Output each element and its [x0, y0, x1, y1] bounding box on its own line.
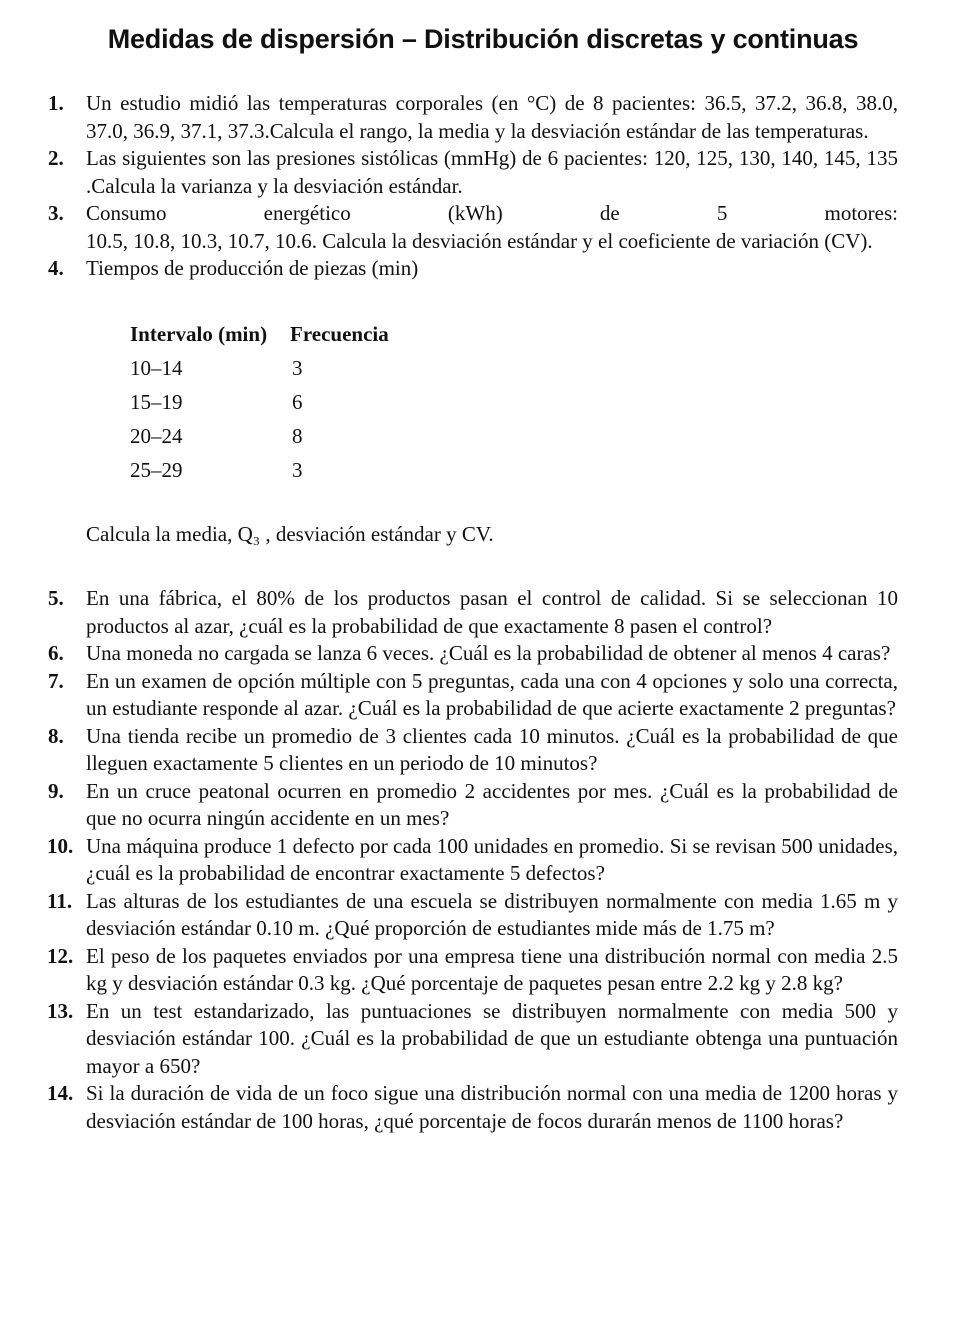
problem-text: Una moneda no cargada se lanza 6 veces. ¿Cuál es la probabilidad de obtener al menos 4 caras? [86, 641, 891, 665]
problem-item [0, 90, 966, 145]
table-cell-interval: 25–29 [130, 457, 183, 482]
problem-text: Una tienda recibe un promedio de 3 clientes cada 10 minutos. ¿Cuál es la probabilidad de que lleguen exactamente 5 clientes en un periodo de 10 minutos? [86, 723, 898, 775]
table-header-frequency: Frecuencia [290, 321, 389, 346]
table-header [130, 317, 966, 351]
frequency-table [130, 317, 966, 487]
problem-item [0, 640, 966, 668]
problem-text: Una máquina produce 1 defecto por cada 100 unidades en promedio. Si se revisan 500 unidades, ¿cuál es la probabilidad de encontrar exactamente 5 defectos? [86, 833, 898, 885]
problem-text: En un examen de opción múltiple con 5 preguntas, cada una con 4 opciones y solo una correcta, un estudiante responde al azar. ¿Cuál es la probabilidad de que acierte exactamente 2 preguntas? [86, 668, 898, 720]
table-row [130, 419, 966, 453]
problem-item [0, 200, 966, 255]
problem-number: 11. [47, 888, 73, 913]
problem-text: En un cruce peatonal ocurren en promedio 2 accidentes por mes. ¿Cuál es la probabilidad de que no ocurra ningún accidente en un mes? [86, 778, 898, 830]
problem-item [0, 778, 966, 833]
problem-number: 13. [47, 998, 74, 1023]
problem-item [0, 723, 966, 778]
problem-item [0, 255, 966, 283]
table-header-interval: Intervalo (min) [130, 321, 268, 346]
problem-number: 3. [48, 201, 64, 225]
table-cell-frequency: 3 [292, 457, 303, 482]
table-cell-frequency: 3 [292, 355, 303, 380]
problem-text: En un test estandarizado, las puntuaciones se distribuyen normalmente con media 500 y desviación estándar 100. ¿Cuál es la probabilidad de que un estudiante obtenga una puntuación mayor a 650? [86, 998, 898, 1078]
problem-text: Si la duración de vida de un foco sigue una distribución normal con una media de 1200 horas y desviación estándar de 100 horas, ¿qué porcentaje de focos durarán menos de 1100 horas? [86, 1081, 898, 1133]
page-title: Medidas de dispersión – Distribución discretas y continuas [107, 24, 859, 54]
problem-item [0, 668, 966, 723]
calc-instruction: Calcula la media, Q₃ , desviación estándar y CV. [86, 521, 494, 546]
problem-number: 4. [48, 256, 64, 280]
problem-item [0, 1080, 966, 1135]
problem-text: El peso de los paquetes enviados por una empresa tiene una distribución normal con media 2.5 kg y desviación estándar 0.3 kg. ¿Qué porcentaje de paquetes pesan entre 2.2 kg y 2.8 kg? [86, 943, 898, 995]
table-row [130, 385, 966, 419]
problem-text-first-line: Consumo energético (kWh) de 5 motores: [86, 201, 898, 225]
table-cell-frequency: 6 [292, 389, 303, 414]
problem-item [0, 888, 966, 943]
problem-number: 10. [47, 833, 74, 858]
problem-number: 9. [48, 778, 64, 803]
problem-text: Un estudio midió las temperaturas corporales (en °C) de 8 pacientes: 36.5, 37.2, 36.8, 38.0, 37.0, 36.9, 37.1, 37.3.Calcula el rango, la media y la desviación estándar de las temperaturas. [86, 91, 898, 143]
table-cell-interval: 15–19 [130, 389, 183, 414]
problem-number: 12. [47, 943, 74, 968]
problem-number: 6. [48, 641, 64, 665]
problem-number: 7. [48, 668, 64, 693]
table-cell-interval: 20–24 [130, 423, 183, 448]
problem-number: 14. [47, 1081, 74, 1105]
problem-item [0, 998, 966, 1081]
problem-item [0, 145, 966, 200]
problem-item [0, 833, 966, 888]
problem-number: 1. [48, 91, 64, 115]
problem-item [0, 943, 966, 998]
table-cell-interval: 10–14 [130, 355, 183, 380]
problem-number: 2. [48, 146, 64, 170]
problem-text: En una fábrica, el 80% de los productos pasan el control de calidad. Si se seleccionan 10 productos al azar, ¿cuál es la probabilidad de que exactamente 8 pasen el control? [86, 586, 898, 638]
problem-number: 8. [48, 723, 64, 748]
problem-text: Tiempos de producción de piezas (min) [86, 256, 419, 280]
problem-text: 10.5, 10.8, 10.3, 10.7, 10.6. Calcula la desviación estándar y el coeficiente de variación (CV). [86, 228, 873, 253]
table-row [130, 453, 966, 487]
problem-text: Las siguientes son las presiones sistólicas (mmHg) de 6 pacientes: 120, 125, 130, 140, 145, 135 .Calcula la varianza y la desviación estándar. [86, 146, 898, 198]
table-cell-frequency: 8 [292, 423, 303, 448]
problem-item [0, 585, 966, 640]
problem-text: Las alturas de los estudiantes de una escuela se distribuyen normalmente con media 1.65 m y desviación estándar 0.10 m. ¿Qué proporción de estudiantes mide más de 1.75 m? [86, 888, 898, 940]
frequency-table-block [0, 317, 966, 549]
problem-list [0, 90, 966, 1135]
table-row [130, 351, 966, 385]
problem-number: 5. [48, 586, 64, 610]
